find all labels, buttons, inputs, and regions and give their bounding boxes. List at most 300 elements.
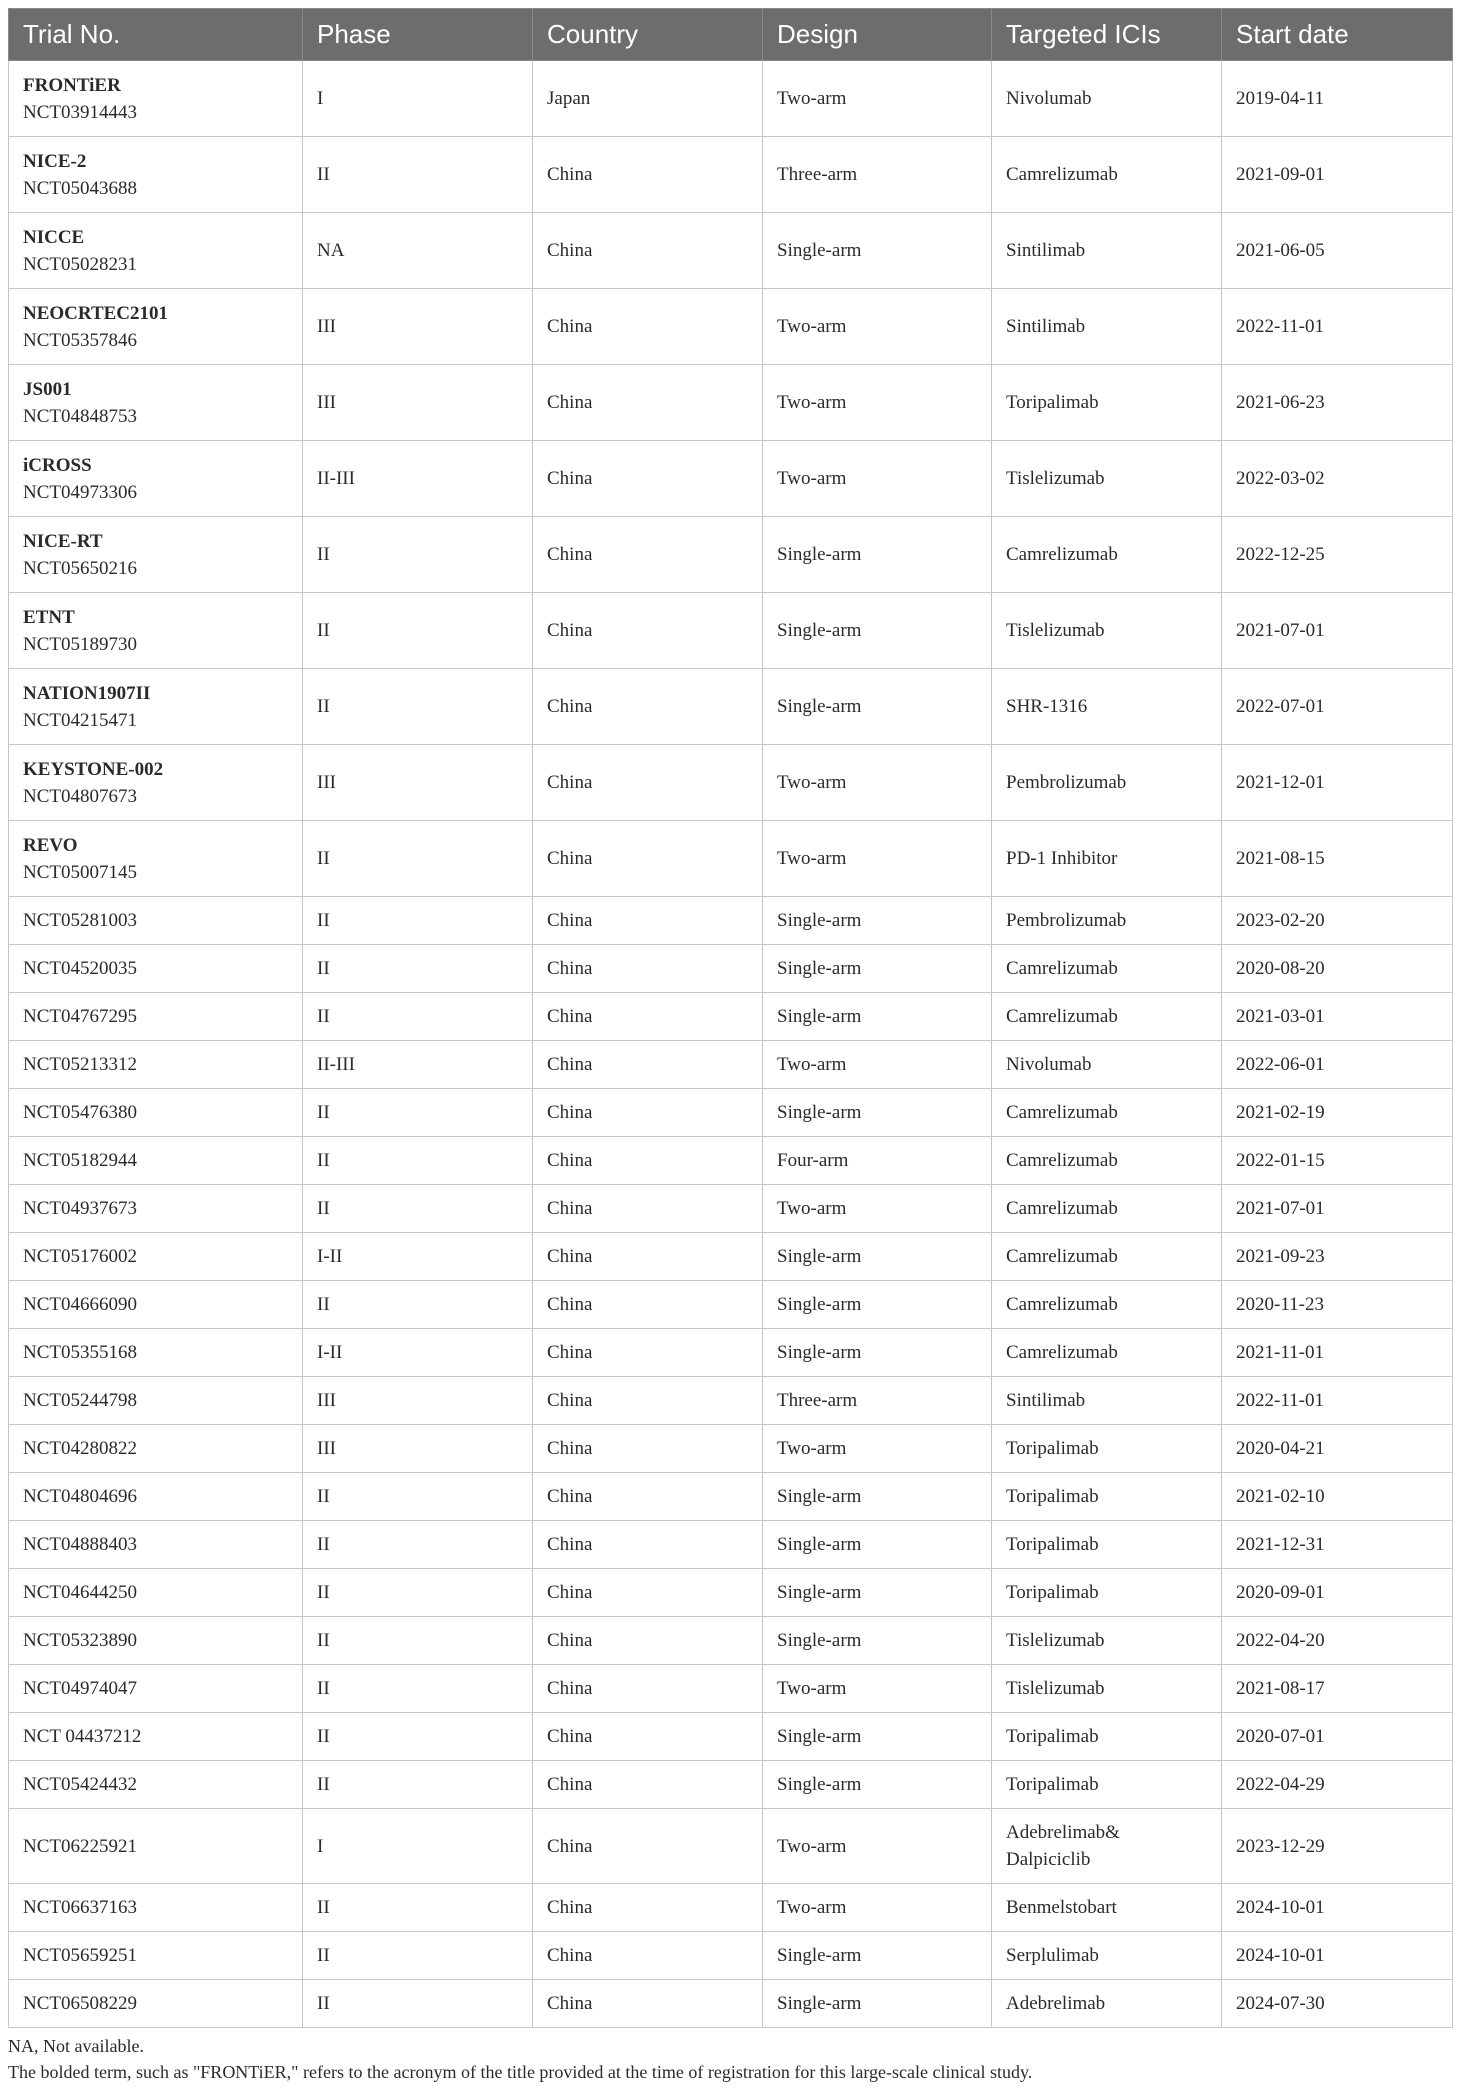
cell-trial-no	[9, 1473, 303, 1521]
trial-nct-id: NCT04973306	[23, 481, 137, 503]
cell-start-date: 2021-03-01	[1222, 993, 1453, 1041]
cell-start-date: 2021-02-19	[1222, 1089, 1453, 1137]
ici-name: Pembrolizumab	[1006, 772, 1127, 793]
table-row	[9, 441, 1453, 517]
cell-start-date: 2021-06-05	[1222, 213, 1453, 289]
cell-start-date: 2022-07-01	[1222, 669, 1453, 745]
cell-targeted-icis	[992, 993, 1222, 1041]
cell-trial-no	[9, 1521, 303, 1569]
table-row	[9, 993, 1453, 1041]
trial-nct-id: NCT04807673	[23, 785, 137, 807]
cell-targeted-icis	[992, 745, 1222, 821]
cell-design: Three-arm	[763, 1377, 992, 1425]
cell-phase: II	[303, 897, 533, 945]
ici-name: PD-1 Inhibitor	[1006, 848, 1118, 869]
ici-name: Toripalimab	[1006, 1774, 1099, 1795]
cell-trial-no	[9, 1569, 303, 1617]
cell-trial-no	[9, 1980, 303, 2028]
cell-phase: II	[303, 1761, 533, 1809]
cell-phase: II	[303, 1713, 533, 1761]
trial-nct-id: NCT04888403	[23, 1534, 137, 1555]
cell-design: Single-arm	[763, 897, 992, 945]
cell-country: China	[533, 1761, 763, 1809]
cell-targeted-icis	[992, 1089, 1222, 1137]
ici-name: Tislelizumab	[1006, 1678, 1105, 1699]
trials-table	[8, 8, 1453, 2028]
cell-phase: III	[303, 365, 533, 441]
cell-country: China	[533, 1980, 763, 2028]
cell-country: China	[533, 1185, 763, 1233]
cell-design: Single-arm	[763, 1761, 992, 1809]
table-row	[9, 1281, 1453, 1329]
ici-name: Sintilimab	[1006, 240, 1086, 261]
cell-phase: II	[303, 1980, 533, 2028]
cell-targeted-icis	[992, 441, 1222, 517]
table-row	[9, 1665, 1453, 1713]
trial-nct-id: NCT04280822	[23, 1438, 137, 1459]
cell-targeted-icis	[992, 1425, 1222, 1473]
cell-targeted-icis	[992, 1377, 1222, 1425]
cell-targeted-icis	[992, 1884, 1222, 1932]
table-row	[9, 137, 1453, 213]
cell-trial-no	[9, 1932, 303, 1980]
cell-phase: II	[303, 1932, 533, 1980]
trial-nct-id: NCT05043688	[23, 177, 137, 199]
table-row	[9, 1932, 1453, 1980]
cell-start-date: 2021-09-01	[1222, 137, 1453, 213]
cell-phase: II-III	[303, 1041, 533, 1089]
cell-country: China	[533, 1809, 763, 1884]
cell-phase: II	[303, 1137, 533, 1185]
trial-acronym: FRONTiER	[23, 74, 121, 96]
cell-design: Single-arm	[763, 1281, 992, 1329]
trial-nct-id: NCT05244798	[23, 1390, 137, 1411]
trial-nct-id: NCT05323890	[23, 1630, 137, 1651]
cell-targeted-icis	[992, 213, 1222, 289]
cell-trial-no	[9, 1665, 303, 1713]
cell-targeted-icis	[992, 1980, 1222, 2028]
cell-country: China	[533, 593, 763, 669]
footnote-bolded-term: The bolded term, such as "FRONTiER," refers to the acronym of the title provided at the time of registration for this large-scale clinical study.	[8, 2062, 1033, 2082]
table-row	[9, 61, 1453, 137]
cell-targeted-icis	[992, 61, 1222, 137]
cell-trial-no	[9, 897, 303, 945]
cell-design: Two-arm	[763, 61, 992, 137]
cell-start-date: 2022-03-02	[1222, 441, 1453, 517]
trial-nct-id: NCT 04437212	[23, 1726, 142, 1747]
table-row	[9, 1137, 1453, 1185]
cell-phase: II	[303, 1569, 533, 1617]
cell-start-date: 2022-01-15	[1222, 1137, 1453, 1185]
trial-nct-id: NCT05476380	[23, 1102, 137, 1123]
cell-targeted-icis	[992, 1329, 1222, 1377]
ici-name: SHR-1316	[1006, 696, 1088, 717]
cell-start-date: 2019-04-11	[1222, 61, 1453, 137]
cell-trial-no	[9, 745, 303, 821]
cell-trial-no	[9, 1281, 303, 1329]
trial-acronym: NICE-2	[23, 150, 87, 172]
ici-name: Pembrolizumab	[1006, 910, 1127, 931]
trial-acronym: KEYSTONE-002	[23, 758, 164, 780]
table-row	[9, 821, 1453, 897]
cell-start-date: 2022-11-01	[1222, 289, 1453, 365]
cell-trial-no	[9, 365, 303, 441]
cell-design: Single-arm	[763, 517, 992, 593]
cell-trial-no	[9, 517, 303, 593]
cell-start-date: 2020-08-20	[1222, 945, 1453, 993]
footnote-na: NA, Not available.	[8, 2036, 144, 2056]
cell-country: China	[533, 669, 763, 745]
cell-targeted-icis	[992, 1185, 1222, 1233]
table-row	[9, 1185, 1453, 1233]
cell-trial-no	[9, 1137, 303, 1185]
ici-name: Camrelizumab	[1006, 1342, 1118, 1363]
cell-design: Single-arm	[763, 1233, 992, 1281]
cell-country: China	[533, 365, 763, 441]
trial-nct-id: NCT05659251	[23, 1945, 137, 1966]
trial-acronym: NATION1907II	[23, 682, 151, 704]
cell-country: China	[533, 1932, 763, 1980]
cell-start-date: 2022-04-20	[1222, 1617, 1453, 1665]
trial-nct-id: NCT05028231	[23, 253, 137, 275]
table-row	[9, 1425, 1453, 1473]
header-design: Design	[763, 9, 992, 61]
table-row	[9, 1089, 1453, 1137]
cell-targeted-icis	[992, 1932, 1222, 1980]
trial-nct-id: NCT04937673	[23, 1198, 137, 1219]
cell-start-date: 2021-11-01	[1222, 1329, 1453, 1377]
cell-start-date: 2021-08-17	[1222, 1665, 1453, 1713]
trial-nct-id: NCT05281003	[23, 910, 137, 931]
trial-nct-id: NCT04767295	[23, 1006, 137, 1027]
cell-country: China	[533, 1665, 763, 1713]
trial-nct-id: NCT04644250	[23, 1582, 137, 1603]
table-row	[9, 213, 1453, 289]
cell-design: Two-arm	[763, 745, 992, 821]
cell-design: Two-arm	[763, 1185, 992, 1233]
ici-name: Camrelizumab	[1006, 1246, 1118, 1267]
cell-design: Three-arm	[763, 137, 992, 213]
trial-acronym: NICCE	[23, 226, 85, 248]
ici-name: Benmelstobart	[1006, 1897, 1117, 1918]
cell-targeted-icis	[992, 593, 1222, 669]
header-targeted-icis: Targeted ICIs	[992, 9, 1222, 61]
cell-design: Single-arm	[763, 213, 992, 289]
table-row	[9, 1980, 1453, 2028]
ici-name: Dalpiciclib	[1006, 1849, 1091, 1870]
cell-country: China	[533, 821, 763, 897]
cell-start-date: 2020-07-01	[1222, 1713, 1453, 1761]
cell-start-date: 2022-04-29	[1222, 1761, 1453, 1809]
ici-name: Serplulimab	[1006, 1945, 1099, 1966]
cell-targeted-icis	[992, 1233, 1222, 1281]
cell-start-date: 2021-07-01	[1222, 1185, 1453, 1233]
table-row	[9, 1884, 1453, 1932]
cell-start-date: 2021-08-15	[1222, 821, 1453, 897]
trial-nct-id: NCT06637163	[23, 1897, 137, 1918]
cell-country: China	[533, 1884, 763, 1932]
cell-design: Single-arm	[763, 1089, 992, 1137]
cell-start-date: 2021-12-31	[1222, 1521, 1453, 1569]
cell-design: Single-arm	[763, 669, 992, 745]
trial-nct-id: NCT06508229	[23, 1993, 137, 2014]
ici-name: Tislelizumab	[1006, 468, 1105, 489]
trial-nct-id: NCT05357846	[23, 329, 137, 351]
cell-design: Single-arm	[763, 1980, 992, 2028]
trial-acronym: NEOCRTEC2101	[23, 302, 169, 324]
cell-targeted-icis	[992, 365, 1222, 441]
cell-country: China	[533, 1617, 763, 1665]
trial-nct-id: NCT04520035	[23, 958, 137, 979]
ici-name: Tislelizumab	[1006, 1630, 1105, 1651]
cell-design: Two-arm	[763, 821, 992, 897]
cell-country: China	[533, 289, 763, 365]
trial-acronym: NICE-RT	[23, 530, 103, 552]
table-row	[9, 1569, 1453, 1617]
cell-trial-no	[9, 441, 303, 517]
cell-phase: II	[303, 821, 533, 897]
cell-country: Japan	[533, 61, 763, 137]
trial-nct-id: NCT04666090	[23, 1294, 137, 1315]
table-row	[9, 1761, 1453, 1809]
cell-trial-no	[9, 1377, 303, 1425]
cell-country: China	[533, 1233, 763, 1281]
cell-phase: III	[303, 745, 533, 821]
table-row	[9, 1233, 1453, 1281]
cell-start-date: 2023-02-20	[1222, 897, 1453, 945]
cell-trial-no	[9, 945, 303, 993]
table-row	[9, 897, 1453, 945]
table-row	[9, 1809, 1453, 1884]
cell-trial-no	[9, 1884, 303, 1932]
cell-country: China	[533, 1713, 763, 1761]
cell-targeted-icis	[992, 137, 1222, 213]
cell-design: Two-arm	[763, 289, 992, 365]
cell-phase: II	[303, 1521, 533, 1569]
table-row	[9, 1329, 1453, 1377]
cell-trial-no	[9, 993, 303, 1041]
cell-phase: III	[303, 1377, 533, 1425]
cell-country: China	[533, 1041, 763, 1089]
cell-country: China	[533, 441, 763, 517]
ici-name: Toripalimab	[1006, 1726, 1099, 1747]
cell-country: China	[533, 1377, 763, 1425]
trial-nct-id: NCT05650216	[23, 557, 137, 579]
trial-nct-id: NCT03914443	[23, 101, 137, 123]
cell-targeted-icis	[992, 1761, 1222, 1809]
ici-name: Sintilimab	[1006, 316, 1086, 337]
cell-phase: II	[303, 517, 533, 593]
ici-name: Camrelizumab	[1006, 544, 1118, 565]
cell-start-date: 2024-07-30	[1222, 1980, 1453, 2028]
ici-name: Toripalimab	[1006, 1582, 1099, 1603]
trial-nct-id: NCT04215471	[23, 709, 137, 731]
cell-design: Two-arm	[763, 1809, 992, 1884]
ici-name: Sintilimab	[1006, 1390, 1086, 1411]
cell-phase: II	[303, 1617, 533, 1665]
cell-design: Single-arm	[763, 1713, 992, 1761]
cell-start-date: 2024-10-01	[1222, 1932, 1453, 1980]
cell-design: Single-arm	[763, 1617, 992, 1665]
cell-phase: III	[303, 1425, 533, 1473]
cell-trial-no	[9, 213, 303, 289]
table-row	[9, 1377, 1453, 1425]
header-phase: Phase	[303, 9, 533, 61]
cell-trial-no	[9, 593, 303, 669]
cell-trial-no	[9, 1089, 303, 1137]
header-start-date: Start date	[1222, 9, 1453, 61]
cell-targeted-icis	[992, 1713, 1222, 1761]
cell-country: China	[533, 1569, 763, 1617]
cell-country: China	[533, 1473, 763, 1521]
table-row	[9, 365, 1453, 441]
cell-country: China	[533, 993, 763, 1041]
cell-trial-no	[9, 1809, 303, 1884]
ici-name: Toripalimab	[1006, 392, 1099, 413]
cell-phase: II	[303, 945, 533, 993]
cell-phase: II	[303, 593, 533, 669]
cell-design: Single-arm	[763, 993, 992, 1041]
cell-targeted-icis	[992, 517, 1222, 593]
cell-design: Single-arm	[763, 1521, 992, 1569]
cell-design: Single-arm	[763, 945, 992, 993]
trial-nct-id: NCT04974047	[23, 1678, 137, 1699]
ici-name: Adebrelimab	[1006, 1993, 1106, 2014]
cell-start-date: 2024-10-01	[1222, 1884, 1453, 1932]
cell-targeted-icis	[992, 1137, 1222, 1185]
table-row	[9, 1041, 1453, 1089]
cell-trial-no	[9, 289, 303, 365]
table-footnotes	[8, 2033, 1452, 2085]
cell-design: Single-arm	[763, 1932, 992, 1980]
ici-name: Toripalimab	[1006, 1438, 1099, 1459]
trial-nct-id: NCT05424432	[23, 1774, 137, 1795]
cell-trial-no	[9, 1713, 303, 1761]
table-row	[9, 517, 1453, 593]
cell-targeted-icis	[992, 1809, 1222, 1884]
trial-nct-id: NCT06225921	[23, 1835, 137, 1857]
ici-name: Camrelizumab	[1006, 1102, 1118, 1123]
cell-trial-no	[9, 1185, 303, 1233]
cell-trial-no	[9, 1233, 303, 1281]
cell-country: China	[533, 745, 763, 821]
cell-country: China	[533, 137, 763, 213]
cell-design: Two-arm	[763, 441, 992, 517]
cell-start-date: 2021-09-23	[1222, 1233, 1453, 1281]
cell-design: Single-arm	[763, 1473, 992, 1521]
cell-targeted-icis	[992, 1521, 1222, 1569]
cell-targeted-icis	[992, 897, 1222, 945]
table-body	[9, 61, 1453, 2028]
table-row	[9, 1713, 1453, 1761]
header-row	[9, 9, 1453, 61]
cell-trial-no	[9, 1041, 303, 1089]
trial-nct-id: NCT05213312	[23, 1054, 137, 1075]
ici-name: Camrelizumab	[1006, 1006, 1118, 1027]
cell-phase: II	[303, 1281, 533, 1329]
cell-trial-no	[9, 1761, 303, 1809]
trial-nct-id: NCT05007145	[23, 861, 137, 883]
ici-name: Adebrelimab&	[1006, 1822, 1120, 1843]
table-row	[9, 945, 1453, 993]
cell-phase: II	[303, 1665, 533, 1713]
trial-nct-id: NCT05355168	[23, 1342, 137, 1363]
cell-start-date: 2021-02-10	[1222, 1473, 1453, 1521]
cell-country: China	[533, 517, 763, 593]
cell-targeted-icis	[992, 1473, 1222, 1521]
cell-phase: I	[303, 1809, 533, 1884]
trial-nct-id: NCT05182944	[23, 1150, 137, 1171]
cell-design: Two-arm	[763, 1665, 992, 1713]
cell-country: China	[533, 1137, 763, 1185]
cell-phase: NA	[303, 213, 533, 289]
cell-phase: I-II	[303, 1233, 533, 1281]
ici-name: Toripalimab	[1006, 1486, 1099, 1507]
trial-acronym: iCROSS	[23, 454, 92, 476]
cell-country: China	[533, 213, 763, 289]
ici-name: Camrelizumab	[1006, 1150, 1118, 1171]
cell-trial-no	[9, 61, 303, 137]
cell-targeted-icis	[992, 1041, 1222, 1089]
trial-nct-id: NCT04848753	[23, 405, 137, 427]
ici-name: Camrelizumab	[1006, 1294, 1118, 1315]
table-row	[9, 1473, 1453, 1521]
cell-start-date: 2020-04-21	[1222, 1425, 1453, 1473]
cell-phase: II	[303, 993, 533, 1041]
header-trial-no: Trial No.	[9, 9, 303, 61]
trial-acronym: REVO	[23, 834, 78, 856]
cell-phase: II	[303, 1473, 533, 1521]
cell-start-date: 2022-06-01	[1222, 1041, 1453, 1089]
cell-country: China	[533, 1089, 763, 1137]
cell-start-date: 2023-12-29	[1222, 1809, 1453, 1884]
cell-design: Single-arm	[763, 593, 992, 669]
cell-start-date: 2020-09-01	[1222, 1569, 1453, 1617]
cell-phase: III	[303, 289, 533, 365]
cell-design: Two-arm	[763, 1041, 992, 1089]
cell-phase: II	[303, 1185, 533, 1233]
cell-trial-no	[9, 1425, 303, 1473]
cell-design: Two-arm	[763, 365, 992, 441]
cell-country: China	[533, 1329, 763, 1377]
cell-phase: II	[303, 137, 533, 213]
cell-start-date: 2022-12-25	[1222, 517, 1453, 593]
cell-country: China	[533, 945, 763, 993]
cell-targeted-icis	[992, 1617, 1222, 1665]
table-row	[9, 289, 1453, 365]
cell-phase: II	[303, 1884, 533, 1932]
cell-phase: I-II	[303, 1329, 533, 1377]
table-row	[9, 669, 1453, 745]
cell-design: Two-arm	[763, 1425, 992, 1473]
ici-name: Camrelizumab	[1006, 1198, 1118, 1219]
ici-name: Camrelizumab	[1006, 164, 1118, 185]
cell-targeted-icis	[992, 289, 1222, 365]
trial-acronym: JS001	[23, 378, 72, 400]
cell-trial-no	[9, 669, 303, 745]
ici-name: Toripalimab	[1006, 1534, 1099, 1555]
trial-nct-id: NCT05176002	[23, 1246, 137, 1267]
cell-phase: II-III	[303, 441, 533, 517]
cell-phase: I	[303, 61, 533, 137]
trial-acronym: ETNT	[23, 606, 75, 628]
trials-table-container	[8, 8, 1452, 2028]
cell-trial-no	[9, 1329, 303, 1377]
cell-country: China	[533, 1281, 763, 1329]
cell-start-date: 2022-11-01	[1222, 1377, 1453, 1425]
ici-name: Nivolumab	[1006, 88, 1092, 109]
cell-targeted-icis	[992, 669, 1222, 745]
